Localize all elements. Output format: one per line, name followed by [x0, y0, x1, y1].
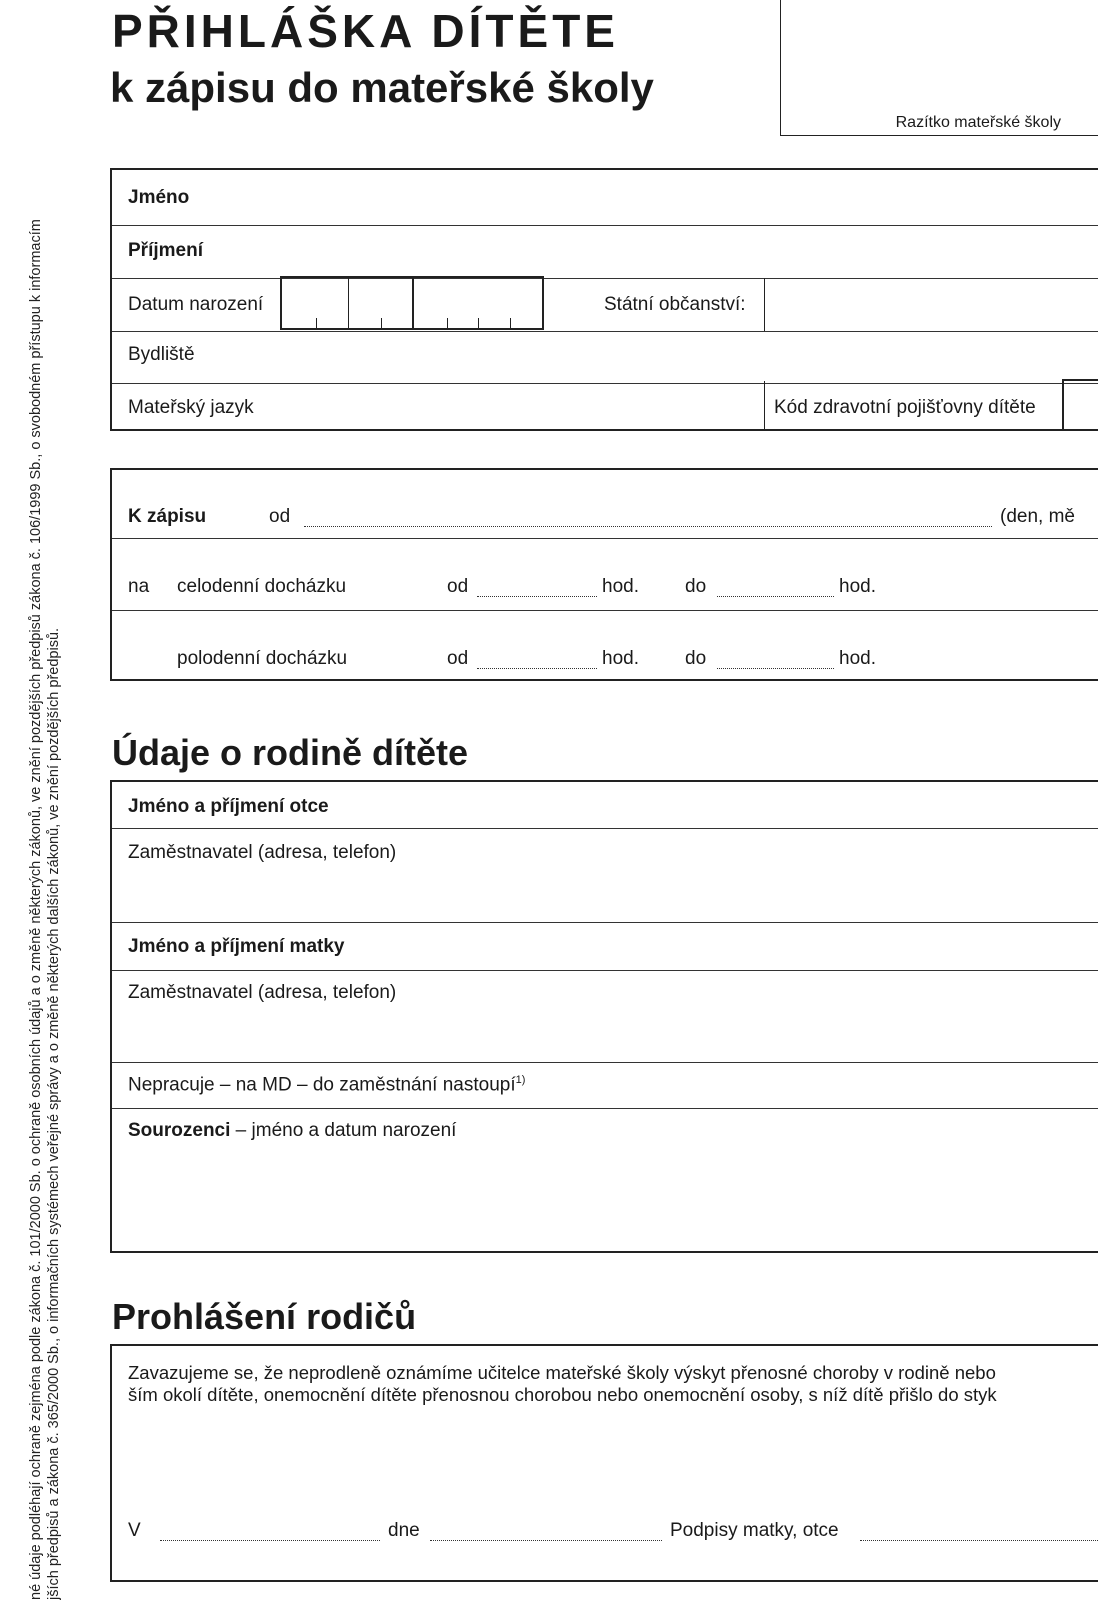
birth-date-field[interactable]	[280, 276, 544, 330]
place-field[interactable]	[160, 1540, 380, 1541]
halfday-to-label: do	[685, 648, 707, 669]
address-field[interactable]	[232, 341, 1098, 371]
declaration-text-line-2: ším okolí dítěte, onemocnění dítěte přenosnou chorobou nebo onemocnění osoby, s níž dítě přišlo do styk	[128, 1384, 997, 1405]
halfday-from-field[interactable]	[477, 668, 597, 669]
place-label: V	[128, 1520, 141, 1541]
citizenship-field[interactable]	[772, 290, 1098, 320]
siblings-label-rest: – jméno a datum narození	[230, 1120, 457, 1141]
halfday-row	[112, 610, 1098, 681]
enrollment-date-row	[112, 470, 1098, 539]
date-tick	[381, 318, 382, 328]
halfday-label: polodenní docházku	[177, 648, 348, 669]
halfday-to-unit: hod.	[839, 648, 876, 669]
date-divider	[348, 278, 349, 328]
name-row	[112, 170, 1098, 226]
language-row	[112, 383, 1098, 431]
footnote-marker: 1)	[515, 1074, 526, 1086]
birth-row	[112, 278, 1098, 332]
unemployed-label	[128, 1074, 525, 1096]
family-heading: Údaje o rodině dítěte	[112, 732, 469, 773]
fullday-to-field[interactable]	[717, 596, 834, 597]
mother-field[interactable]	[372, 932, 1098, 962]
form-subtitle: k zápisu do mateřské školy	[110, 64, 654, 111]
family-section	[110, 780, 1098, 1253]
enrollment-date-hint: (den, mě	[1000, 506, 1075, 527]
fullday-from-label: od	[447, 576, 469, 597]
name-field[interactable]	[232, 182, 1098, 212]
signatures-field[interactable]	[860, 1540, 1098, 1541]
fullday-row	[112, 538, 1098, 611]
language-field[interactable]	[282, 393, 752, 423]
halfday-to-field[interactable]	[717, 668, 834, 669]
on-label: na	[128, 576, 150, 597]
stamp-area	[780, 0, 1098, 136]
surname-row	[112, 225, 1098, 279]
insurance-label: Kód zdravotní pojišťovny dítěte	[774, 397, 1036, 418]
language-label: Mateřský jazyk	[128, 397, 254, 418]
date-tick	[447, 318, 448, 328]
father-row	[112, 782, 1098, 829]
mother-employer-field[interactable]	[128, 1012, 1098, 1052]
address-row	[112, 331, 1098, 384]
enrollment-date-field[interactable]	[304, 526, 992, 527]
date-field[interactable]	[430, 1540, 662, 1541]
date-tick	[316, 318, 317, 328]
declaration-section	[110, 1344, 1098, 1582]
citizenship-label: Státní občanství:	[604, 294, 746, 315]
name-label: Jméno	[128, 187, 190, 208]
stamp-label: Razítko mateřské školy	[895, 114, 1061, 131]
mother-employer-row	[112, 970, 1098, 1063]
father-employer-field[interactable]	[128, 872, 1098, 912]
form-title: PŘIHLÁŠKA DÍTĚTE	[112, 5, 619, 57]
declaration-heading: Prohlášení rodičů	[112, 1296, 417, 1337]
fullday-to-unit: hod.	[839, 576, 876, 597]
mother-row	[112, 922, 1098, 971]
unemployed-text: Nepracuje – na MD – do zaměstnání nastoupí	[128, 1074, 516, 1096]
halfday-from-unit: hod.	[602, 648, 639, 669]
fullday-to-label: do	[685, 576, 707, 597]
date-divider	[412, 278, 414, 328]
father-label: Jméno a příjmení otce	[128, 796, 329, 817]
surname-label: Příjmení	[128, 240, 203, 261]
siblings-label	[128, 1120, 456, 1142]
insurance-code-field[interactable]	[1062, 379, 1098, 431]
child-info-section	[110, 168, 1098, 431]
address-label: Bydliště	[128, 344, 195, 365]
father-employer-row	[112, 828, 1098, 923]
mother-label: Jméno a příjmení matky	[128, 936, 345, 957]
unemployed-row	[112, 1062, 1098, 1109]
halfday-from-label: od	[447, 648, 469, 669]
enrollment-section	[110, 468, 1098, 681]
siblings-field[interactable]	[128, 1148, 1098, 1243]
unemployed-field[interactable]	[562, 1070, 1098, 1100]
siblings-label-bold: Sourozenci	[128, 1120, 231, 1141]
legal-notice-line-1: né údaje podléhají ochraně zejména podle zákona č. 101/2000 Sb. o ochraně osobních údajů a o změně některých zákonů, ve znění pozdějších předpisů zákona č. 106/1999 Sb., o svobodném přístupu k informacím	[28, 219, 44, 1600]
fullday-label: celodenní docházku	[177, 576, 347, 597]
date-tick	[510, 318, 511, 328]
enrollment-from-label: od	[269, 506, 291, 527]
signatures-label: Podpisy matky, otce	[670, 1520, 839, 1541]
father-field[interactable]	[362, 792, 1098, 822]
legal-notice-line-2: jších předpisů a zákona č. 365/2000 Sb., o informačních systémech veřejné správy a o změně některých dalších zákonů, ve znění pozdějších předpisů.	[46, 627, 62, 1600]
insurance-divider	[764, 381, 765, 431]
birth-date-label: Datum narození	[128, 294, 264, 315]
father-employer-label: Zaměstnavatel (adresa, telefon)	[128, 842, 397, 863]
surname-field[interactable]	[232, 237, 1098, 267]
citizenship-divider	[764, 278, 765, 331]
siblings-row	[112, 1108, 1098, 1253]
enrollment-label: K zápisu	[128, 506, 207, 527]
fullday-from-unit: hod.	[602, 576, 639, 597]
date-tick	[478, 318, 479, 328]
mother-employer-label: Zaměstnavatel (adresa, telefon)	[128, 982, 397, 1003]
declaration-text-line-1: Zavazujeme se, že neprodleně oznámíme učitelce mateřské školy výskyt přenosné choroby v rodině nebo	[128, 1362, 996, 1383]
fullday-from-field[interactable]	[477, 596, 597, 597]
date-label: dne	[388, 1520, 420, 1541]
